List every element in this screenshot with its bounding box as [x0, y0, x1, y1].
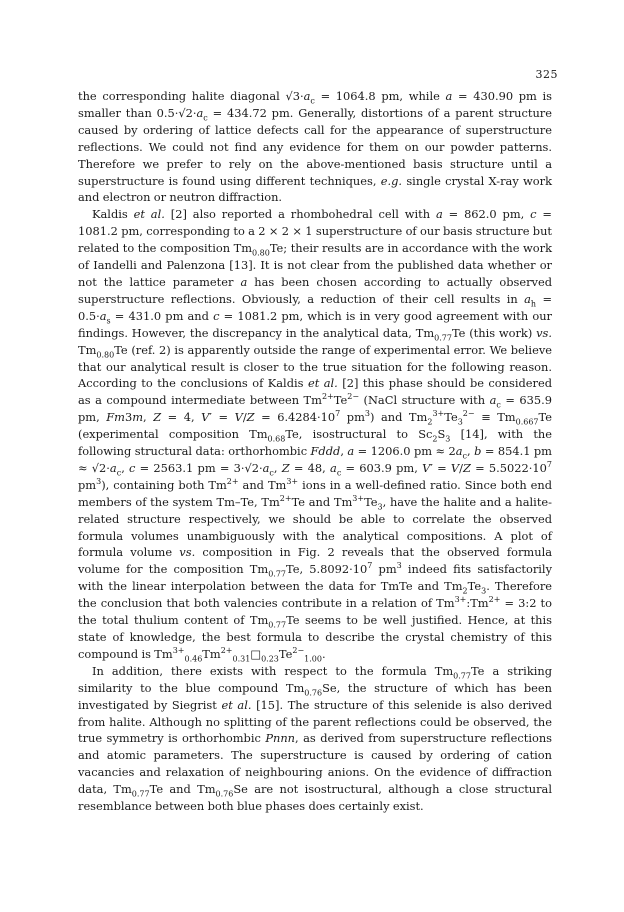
article-body	[78, 88, 552, 815]
paragraph-halite-diagonal: the corresponding halite diagonal $√3\cdot a_c = 1064.8$ pm, while a = 430.90 pm is smaller than $0.5\cdot√2\cdot a_c = 434.72$ pm. Generally, distortions of a parent structure caused by ordering of lattice defects call for the appearance of superstructure reflections. We could not find any evidence for them on our powder patterns. Therefore we prefer to rely on the above-mentioned basis structure until a superstructure is found using different techniques, e.g. single crystal X-ray work and electron or neutron diffraction.	[78, 89, 552, 205]
page-number: 325	[535, 68, 558, 81]
paragraph-kaldis-rhombohedral: Kaldis et al. [2] also reported a rhombohedral cell with a = 862.0 pm, c = 1081.2 pm, corresponding to a 2 × 2 × 1 superstructure of our basis structure but related to the composition $Tm_{0.80}Te$; their results are in accordance with the work of Iandelli and Palenzona [13]. It is not clear from the published data whether or not the lattice parameter a has been chosen according to actually observed superstructure reflections. Obviously, a reduction of their cell results in $a_h = 0.5\cdot a_s = 431.0$ pm and c = 1081.2 pm, which is in very good agreement with our findings. However, the discrepancy in the analytical data, $Tm_{0.77}Te$ (this work) vs. $Tm_{0.80}Te$ (ref. 2) is apparently outside the range of experimental error. We believe that our analytical result is closer to the true situation for the following reason. According to the conclusions of Kaldis et al. [2] this phase should be considered as a compound intermediate between $Tm^{2+}Te^{2-}$ (NaCl structure with $a_c = 635.9$ pm, Fm3m, Z = 4, $V' = V/Z = 6.4284\cdot 10^7$ $pm^3$) and $Tm_2^{3+}Te_3^{2-} \equiv Tm_{0.667}Te$ (experimental composition $Tm_{0.68}Te$, isostructural to $Sc_2S_3$ [14], with the following structural data: orthorhombic Fddd, a = 1206.0 pm ≈ $2a_c$, b = 854.1 pm ≈ $√2\cdot a_c$, c = 2563.1 pm = $3\cdot√2\cdot a_c$, Z = 48, $a_c = 603.9$ pm, $V' = V/Z = 5.5022\cdot 10^7$ $pm^3$), containing both $Tm^{2+}$ and $Tm^{3+}$ ions in a well-defined ratio. Since both end members of the system Tm–Te, $Tm^{2+}Te$ and $Tm^{3+}Te_3$, have the halite and a halite-related structure respectively, we should be able to correlate the observed formula volumes unambiguously with the analytical compositions. A plot of formula volume vs. composition in Fig. 2 reveals that the observed formula volume for the composition $Tm_{0.77}Te$, $5.8092\cdot 10^7$ $pm^3$ indeed fits satisfactorily with the linear interpolation between the data for TmTe and $Tm_2Te_3$. Therefore the conclusion that both valencies contribute in a relation of $Tm^{3+}:Tm^{2+}$ = 3:2 to the total thulium content of $Tm_{0.77}Te$ seems to be well justified. Hence, at this state of knowledge, the best formula to describe the crystal chemistry of this compound is $Tm^{3+}_{0.46}Tm^{2+}_{0.31}□_{0.23}Te^{2-}_{1.00}$.	[78, 207, 553, 664]
paragraph-selenide-comparison: In addition, there exists with respect to the formula $Tm_{0.77}Te$ a striking similarity to the blue compound $Tm_{0.76}Se$, the structure of which has been investigated by Siegrist et al. [15]. The structure of this selenide is also derived from halite. Although no splitting of the parent reflections could be observed, the true symmetry is orthorhombic Pnnn, as derived from superstructure reflections and atomic parameters. The superstructure is caused by ordering of cation vacancies and relaxation of neighbouring anions. On the evidence of diffraction data, $Tm_{0.77}Te$ and $Tm_{0.76}Se$ are not isostructural, although a close structural resemblance between both blue phases does certainly exist.	[78, 663, 553, 814]
